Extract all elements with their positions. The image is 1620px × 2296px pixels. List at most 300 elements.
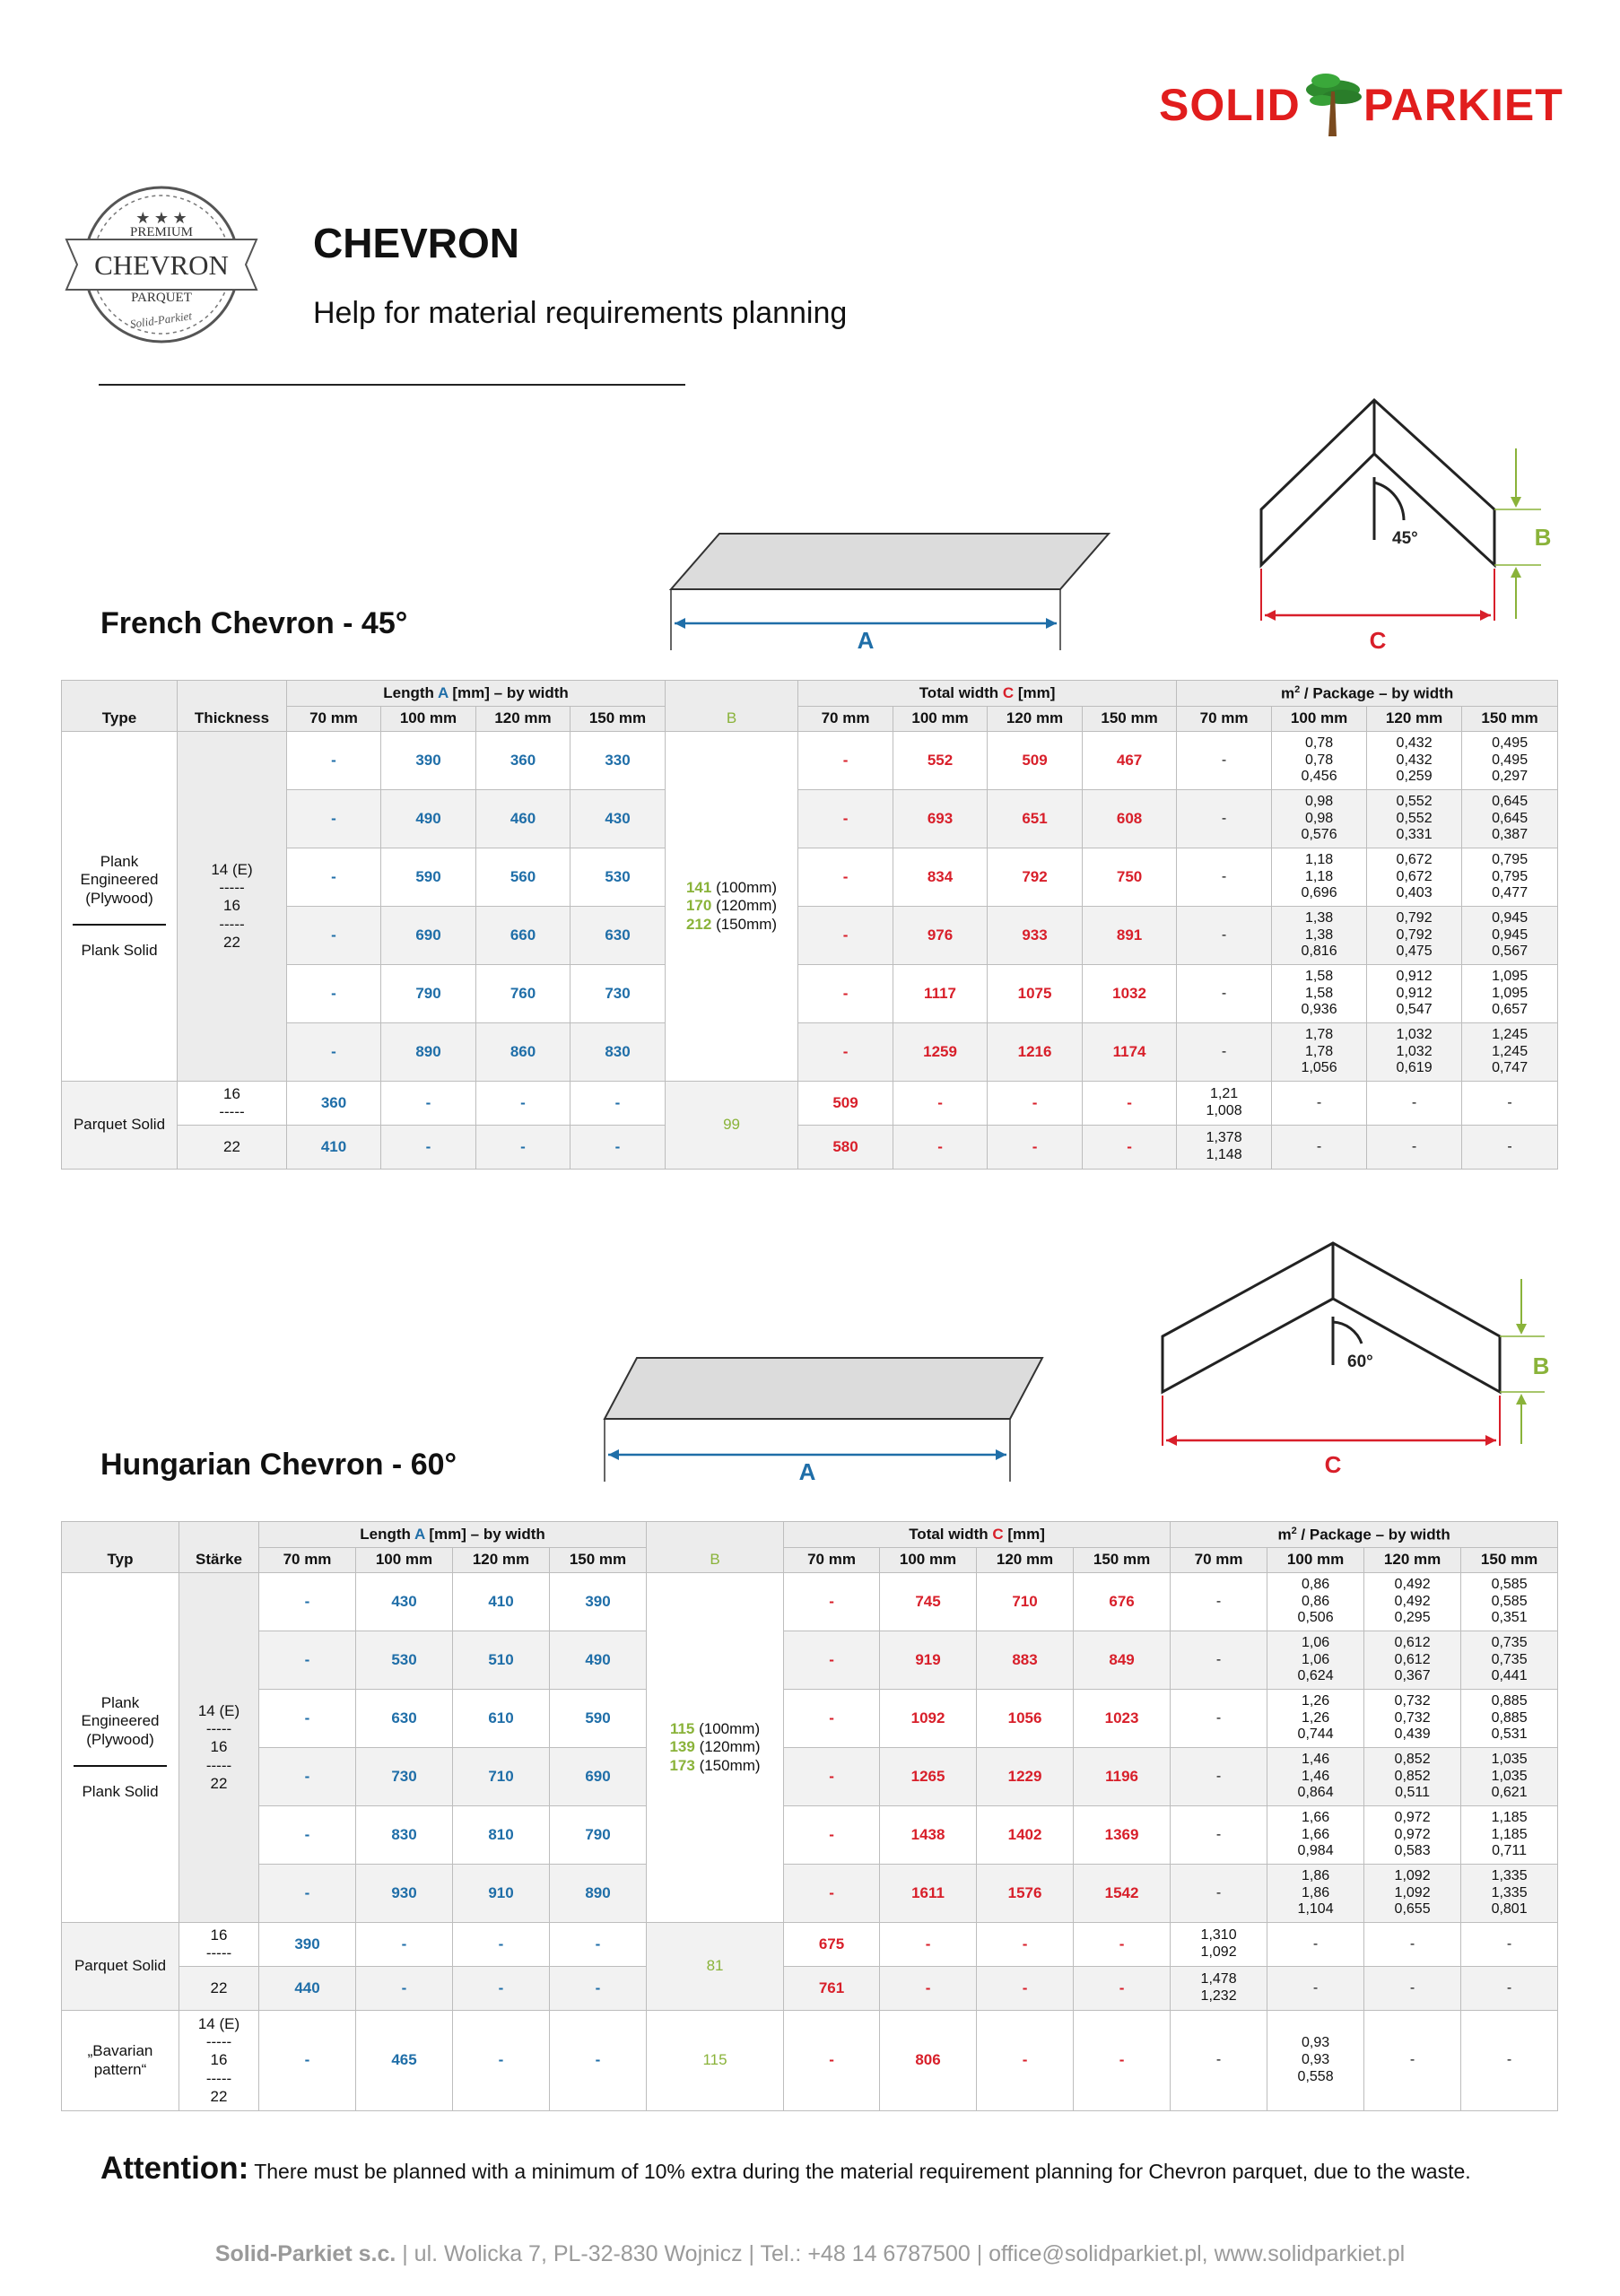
total-width-value: 806 [880, 2011, 977, 2111]
length-value: 890 [381, 1023, 476, 1082]
m2-package-value: 1,095 1,095 0,657 [1462, 965, 1558, 1023]
length-value: - [381, 1126, 476, 1170]
length-value: - [287, 907, 381, 965]
m2-package-value: 1,58 1,58 0,936 [1272, 965, 1367, 1023]
column-header-width: 150 mm [570, 707, 666, 732]
total-width-c-marker: C [992, 1525, 1004, 1543]
total-width-value: 891 [1083, 907, 1177, 965]
m2-package-value: 1,335 1,335 0,801 [1461, 1865, 1558, 1923]
total-width-value: 919 [880, 1631, 977, 1690]
column-header-total-width [798, 681, 1177, 707]
column-header-thickness: Thickness [178, 681, 287, 732]
svg-text:★ ★ ★: ★ ★ ★ [135, 209, 187, 227]
thickness-value: ----- [205, 1720, 232, 1738]
length-value: - [259, 1865, 356, 1923]
column-header-width: 120 mm [977, 1548, 1074, 1573]
length-value: 460 [476, 790, 570, 848]
length-value: - [259, 1573, 356, 1631]
m2-package-value: 1,310 1,092 [1171, 1923, 1267, 1967]
length-value: 490 [550, 1631, 647, 1690]
column-header-width: 100 mm [1267, 1548, 1364, 1573]
column-header-type: Typ [62, 1522, 179, 1573]
length-value: 860 [476, 1023, 570, 1082]
thickness-value: ----- [219, 915, 245, 933]
thickness-value: 16 ----- [179, 1923, 259, 1967]
total-width-value: - [977, 1923, 1074, 1967]
total-width-value: - [1074, 1923, 1171, 1967]
column-header-width: 70 mm [1171, 1548, 1267, 1573]
table-row [62, 1865, 1558, 1923]
b-value-number: 212 [685, 915, 712, 933]
b-value-line [666, 897, 797, 915]
m2-package-value: - [1171, 1748, 1267, 1806]
column-header-width: 150 mm [1083, 707, 1177, 732]
length-value: - [259, 2011, 356, 2111]
length-value: - [476, 1126, 570, 1170]
thickness-cell-plank [178, 732, 287, 1082]
thickness-cell-plank [179, 1573, 259, 1923]
thickness-value: ----- [205, 1756, 232, 1774]
m2-package-value: 0,795 0,795 0,477 [1462, 848, 1558, 907]
thickness-value: 16 [210, 1738, 228, 1756]
type-cell-plank [62, 1573, 179, 1923]
table-row [62, 1023, 1558, 1082]
column-header-m2-package [1177, 681, 1558, 707]
attention-text: There must be planned with a minimum of 10% extra during the material requirement planning for Chevron parquet, due to the waste. [248, 2160, 1471, 2183]
attention-note [100, 2151, 1471, 2187]
m2-package-value: - [1177, 848, 1272, 907]
m2-package-value: 0,885 0,885 0,531 [1461, 1690, 1558, 1748]
column-header-b: B [647, 1522, 784, 1573]
length-value: 610 [453, 1690, 550, 1748]
length-value: 330 [570, 732, 666, 790]
total-width-value: 608 [1083, 790, 1177, 848]
total-width-value: 675 [784, 1923, 880, 1967]
b-value-width: (100mm) [694, 1720, 761, 1738]
m2-package-value: - [1272, 1126, 1367, 1170]
b-value-number: 141 [685, 879, 712, 897]
b-cell-parquet: 81 [647, 1923, 784, 2011]
table-row [62, 1923, 1558, 1967]
total-width-value: 1196 [1074, 1748, 1171, 1806]
b-value-width: (100mm) [711, 879, 778, 897]
table-row [62, 1631, 1558, 1690]
total-width-value: 1216 [988, 1023, 1083, 1082]
m2-package-value: - [1177, 1023, 1272, 1082]
total-width-c-marker: C [1002, 683, 1015, 701]
table-row [62, 2011, 1558, 2111]
total-width-value: - [784, 1748, 880, 1806]
m2-package-value: - [1171, 1690, 1267, 1748]
length-value: 590 [381, 848, 476, 907]
length-value: 910 [453, 1865, 550, 1923]
b-cell-bavarian: 115 [647, 2011, 784, 2111]
total-width-value: 1369 [1074, 1806, 1171, 1865]
m2-package-value: - [1177, 907, 1272, 965]
total-width-value: 509 [988, 732, 1083, 790]
length-label-suffix: [mm] – by width [448, 683, 569, 701]
total-width-value: - [798, 965, 893, 1023]
french-chevron-table [61, 680, 1558, 1170]
total-width-value: - [1074, 2011, 1171, 2111]
m2-package-value: 1,26 1,26 0,744 [1267, 1690, 1364, 1748]
thickness-value: 14 (E) ----- 16 ----- 22 [179, 2011, 259, 2111]
type-separator-line [73, 924, 166, 926]
seal-parquet-text: PARQUET [131, 291, 192, 305]
table-row [62, 1082, 1558, 1126]
table-row [62, 1806, 1558, 1865]
m2-package-value: - [1171, 1865, 1267, 1923]
hungarian-chevron-table [61, 1521, 1558, 2111]
length-value: 730 [356, 1748, 453, 1806]
page-title: CHEVRON [313, 220, 520, 266]
m2-package-value: 1,66 1,66 0,984 [1267, 1806, 1364, 1865]
m2-package-value: 0,93 0,93 0,558 [1267, 2011, 1364, 2111]
total-width-value: - [988, 1126, 1083, 1170]
table-row [62, 1690, 1558, 1748]
premium-chevron-seal [63, 184, 260, 345]
total-width-value: - [784, 1806, 880, 1865]
column-header-width: 150 mm [1462, 707, 1558, 732]
m2-package-value: - [1462, 1126, 1558, 1170]
length-value: 390 [381, 732, 476, 790]
total-width-value: - [1083, 1126, 1177, 1170]
b-value-width: (120mm) [694, 1738, 761, 1756]
total-width-value: - [1074, 1967, 1171, 2011]
hungarian-chevron-diagram [1157, 1238, 1552, 1480]
m2-package-value: - [1272, 1082, 1367, 1126]
thickness-value: 22 [210, 1774, 228, 1792]
column-header-width: 100 mm [1272, 707, 1367, 732]
table-row [62, 965, 1558, 1023]
length-value: 790 [381, 965, 476, 1023]
b-value-width: (150mm) [711, 915, 778, 933]
m2-package-value: 0,552 0,552 0,331 [1367, 790, 1462, 848]
b-cell-plank [647, 1573, 784, 1923]
column-header-width: 100 mm [893, 707, 988, 732]
m2-package-value: 0,432 0,432 0,259 [1367, 732, 1462, 790]
m2-package-value: 1,245 1,245 0,747 [1462, 1023, 1558, 1082]
length-value: - [453, 1923, 550, 1967]
length-value: 830 [356, 1806, 453, 1865]
m2-package-value: - [1367, 1082, 1462, 1126]
m2-package-value: - [1364, 1967, 1461, 2011]
m2-package-value: 0,585 0,585 0,351 [1461, 1573, 1558, 1631]
column-header-width: 70 mm [798, 707, 893, 732]
length-value: 430 [356, 1573, 453, 1631]
table-row [62, 1748, 1558, 1806]
length-value: 430 [570, 790, 666, 848]
total-width-value: - [784, 1865, 880, 1923]
m2-package-value: 1,46 1,46 0,864 [1267, 1748, 1364, 1806]
type-engineered-label: Plank Engineered (Plywood) [80, 853, 159, 907]
m2-package-value: 0,732 0,732 0,439 [1364, 1690, 1461, 1748]
b-value-line [666, 916, 797, 934]
m2-package-value: - [1267, 1923, 1364, 1967]
length-label: Length [383, 683, 438, 701]
type-cell-bavarian: „Bavarian pattern“ [62, 2011, 179, 2111]
table-row [62, 1126, 1558, 1170]
title-divider [99, 384, 685, 386]
total-width-value: 1174 [1083, 1023, 1177, 1082]
length-value: - [570, 1082, 666, 1126]
table-row [62, 732, 1558, 790]
french-section-title: French Chevron - 45° [100, 606, 408, 640]
m2-package-value: - [1461, 2011, 1558, 2111]
length-value: - [287, 848, 381, 907]
thickness-value: 22 [179, 1967, 259, 2011]
dimension-b-label: B [1532, 1352, 1550, 1379]
type-solid-label: Plank Solid [82, 1782, 159, 1800]
total-width-value: 1075 [988, 965, 1083, 1023]
m2-package-value: 1,032 1,032 0,619 [1367, 1023, 1462, 1082]
total-width-value: - [798, 907, 893, 965]
length-value: - [356, 1967, 453, 2011]
length-value: 730 [570, 965, 666, 1023]
length-value: 590 [550, 1690, 647, 1748]
m2-package-value: - [1364, 1923, 1461, 1967]
total-width-value: 1259 [893, 1023, 988, 1082]
m2-package-value: 1,21 1,008 [1177, 1082, 1272, 1126]
type-separator-line [74, 1765, 167, 1767]
m2-package-value: 0,945 0,945 0,567 [1462, 907, 1558, 965]
total-width-value: - [784, 1690, 880, 1748]
total-width-value: - [977, 2011, 1074, 2111]
m2-package-value: 1,185 1,185 0,711 [1461, 1806, 1558, 1865]
length-value: 690 [550, 1748, 647, 1806]
length-value: 390 [259, 1923, 356, 1967]
type-solid-label: Plank Solid [81, 941, 158, 959]
m2-package-value: - [1177, 965, 1272, 1023]
total-width-value: - [880, 1923, 977, 1967]
m2-package-value: 1,092 1,092 0,655 [1364, 1865, 1461, 1923]
total-width-value: - [988, 1082, 1083, 1126]
total-width-value: 710 [977, 1573, 1074, 1631]
french-plank-diagram [664, 525, 1121, 659]
m2-package-value: 0,612 0,612 0,367 [1364, 1631, 1461, 1690]
b-cell-parquet: 99 [666, 1082, 798, 1170]
b-value-line [647, 1720, 783, 1738]
m2-package-value: 1,478 1,232 [1171, 1967, 1267, 2011]
m2-superscript: 2 [1294, 683, 1301, 695]
total-width-value: 1032 [1083, 965, 1177, 1023]
table-row [62, 1967, 1558, 2011]
length-value: - [570, 1126, 666, 1170]
column-header-b: B [666, 681, 798, 732]
type-engineered-label: Plank Engineered (Plywood) [81, 1694, 160, 1748]
tree-icon [1301, 70, 1365, 138]
logo-word-parkiet: PARKIET [1363, 80, 1563, 130]
brand-logo [1159, 74, 1572, 136]
french-chevron-diagram [1247, 395, 1552, 664]
total-width-value: - [977, 1967, 1074, 2011]
m2-package-value: - [1171, 2011, 1267, 2111]
column-header-width: 120 mm [1367, 707, 1462, 732]
column-header-width: 150 mm [1074, 1548, 1171, 1573]
length-value: - [259, 1748, 356, 1806]
m2-package-value: - [1367, 1126, 1462, 1170]
column-header-width: 70 mm [259, 1548, 356, 1573]
column-header-m2-package [1171, 1522, 1558, 1548]
b-value-number: 115 [669, 1720, 695, 1738]
thickness-value: 22 [223, 933, 240, 951]
hungarian-plank-diagram [597, 1354, 1055, 1489]
m2-package-value: 0,78 0,78 0,456 [1272, 732, 1367, 790]
table-row [62, 848, 1558, 907]
length-value: - [287, 790, 381, 848]
column-header-width: 120 mm [1364, 1548, 1461, 1573]
b-value-width: (150mm) [694, 1756, 761, 1774]
total-width-value: 1576 [977, 1865, 1074, 1923]
total-width-value: 883 [977, 1631, 1074, 1690]
type-cell-parquet: Parquet Solid [62, 1923, 179, 2011]
total-width-value: - [880, 1967, 977, 2011]
m2-label: m [1277, 1526, 1292, 1544]
m2-package-value: 0,495 0,495 0,297 [1462, 732, 1558, 790]
thickness-value: 16 [223, 897, 240, 915]
length-value: 760 [476, 965, 570, 1023]
m2-package-value: 0,852 0,852 0,511 [1364, 1748, 1461, 1806]
column-header-width: 150 mm [550, 1548, 647, 1573]
dimension-a-label: A [857, 627, 875, 654]
total-width-label: Total width [909, 1525, 993, 1543]
dimension-a-label: A [798, 1458, 816, 1485]
b-value-line [647, 1757, 783, 1775]
column-header-thickness: Stärke [179, 1522, 259, 1573]
length-value: - [287, 732, 381, 790]
m2-package-value: - [1171, 1631, 1267, 1690]
length-value: - [287, 1023, 381, 1082]
length-label: Length [360, 1525, 414, 1543]
length-value: - [476, 1082, 570, 1126]
m2-label: m [1280, 684, 1295, 702]
table-row [62, 907, 1558, 965]
total-width-value: 1265 [880, 1748, 977, 1806]
total-width-value: 1056 [977, 1690, 1074, 1748]
m2-package-value: - [1462, 1082, 1558, 1126]
length-value: 890 [550, 1865, 647, 1923]
total-width-value: 976 [893, 907, 988, 965]
b-cell-plank [666, 732, 798, 1082]
column-header-width: 100 mm [356, 1548, 453, 1573]
b-value-line [666, 879, 797, 897]
thickness-value: 14 (E) [211, 861, 253, 879]
m2-package-value: - [1177, 790, 1272, 848]
m2-package-value: 0,645 0,645 0,387 [1462, 790, 1558, 848]
total-width-value: - [1083, 1082, 1177, 1126]
total-width-value: 792 [988, 848, 1083, 907]
seal-arc-text: Solid-Parkiet [129, 309, 193, 331]
length-value: - [453, 1967, 550, 2011]
total-width-value: 1092 [880, 1690, 977, 1748]
total-width-value: 1023 [1074, 1690, 1171, 1748]
page-subtitle: Help for material requirements planning [313, 296, 848, 330]
m2-package-value: 1,378 1,148 [1177, 1126, 1272, 1170]
length-value: - [287, 965, 381, 1023]
thickness-value: 14 (E) [197, 1702, 240, 1720]
length-value: - [453, 2011, 550, 2111]
total-width-value: - [798, 848, 893, 907]
length-value: 560 [476, 848, 570, 907]
column-header-width: 70 mm [1177, 707, 1272, 732]
length-value: - [356, 1923, 453, 1967]
total-width-value: 676 [1074, 1573, 1171, 1631]
type-cell-parquet: Parquet Solid [62, 1082, 178, 1170]
length-a-marker: A [438, 683, 449, 701]
length-value: 790 [550, 1806, 647, 1865]
m2-package-value: - [1461, 1923, 1558, 1967]
total-width-value: 651 [988, 790, 1083, 848]
column-header-width: 100 mm [381, 707, 476, 732]
length-a-marker: A [414, 1525, 425, 1543]
column-header-type: Type [62, 681, 178, 732]
length-value: - [259, 1806, 356, 1865]
total-width-value: 745 [880, 1573, 977, 1631]
total-width-value: 750 [1083, 848, 1177, 907]
m2-package-value: 1,06 1,06 0,624 [1267, 1631, 1364, 1690]
m2-package-value: 0,492 0,492 0,295 [1364, 1573, 1461, 1631]
length-value: 465 [356, 2011, 453, 2111]
total-width-value: - [784, 1631, 880, 1690]
logo-word-solid: SOLID [1159, 80, 1301, 130]
length-value: 390 [550, 1573, 647, 1631]
total-width-value: 761 [784, 1967, 880, 2011]
m2-package-value: 1,38 1,38 0,816 [1272, 907, 1367, 965]
m2-package-value: 0,672 0,672 0,403 [1367, 848, 1462, 907]
total-width-value: - [798, 1023, 893, 1082]
table-row [62, 790, 1558, 848]
m2-package-value: 0,86 0,86 0,506 [1267, 1573, 1364, 1631]
total-width-label-suffix: [mm] [1014, 683, 1056, 701]
length-value: - [550, 1923, 647, 1967]
length-value: 630 [570, 907, 666, 965]
column-header-width: 70 mm [784, 1548, 880, 1573]
total-width-value: 1542 [1074, 1865, 1171, 1923]
m2-package-value: - [1461, 1967, 1558, 2011]
total-width-value: - [893, 1082, 988, 1126]
total-width-label: Total width [919, 683, 1003, 701]
total-width-value: 933 [988, 907, 1083, 965]
length-value: 440 [259, 1967, 356, 2011]
total-width-value: - [784, 1573, 880, 1631]
m2-superscript: 2 [1291, 1525, 1297, 1536]
m2-package-value: - [1267, 1967, 1364, 2011]
length-value: 410 [287, 1126, 381, 1170]
footer-company: Solid-Parkiet s.c. [214, 2241, 396, 2266]
m2-package-value: - [1171, 1806, 1267, 1865]
total-width-value: 509 [798, 1082, 893, 1126]
column-header-length [287, 681, 666, 707]
total-width-value: - [798, 732, 893, 790]
m2-package-value: 0,972 0,972 0,583 [1364, 1806, 1461, 1865]
length-value: 810 [453, 1806, 550, 1865]
length-value: 530 [356, 1631, 453, 1690]
total-width-value: 552 [893, 732, 988, 790]
m2-package-value: 0,792 0,792 0,475 [1367, 907, 1462, 965]
column-header-width: 70 mm [287, 707, 381, 732]
m2-package-value: 0,735 0,735 0,441 [1461, 1631, 1558, 1690]
total-width-value: - [784, 2011, 880, 2111]
length-value: 660 [476, 907, 570, 965]
length-value: - [381, 1082, 476, 1126]
length-value: - [550, 2011, 647, 2111]
m2-package-value: 1,18 1,18 0,696 [1272, 848, 1367, 907]
total-width-value: 467 [1083, 732, 1177, 790]
length-value: 630 [356, 1690, 453, 1748]
column-header-total-width [784, 1522, 1171, 1548]
length-value: 530 [570, 848, 666, 907]
b-value-line [647, 1738, 783, 1756]
